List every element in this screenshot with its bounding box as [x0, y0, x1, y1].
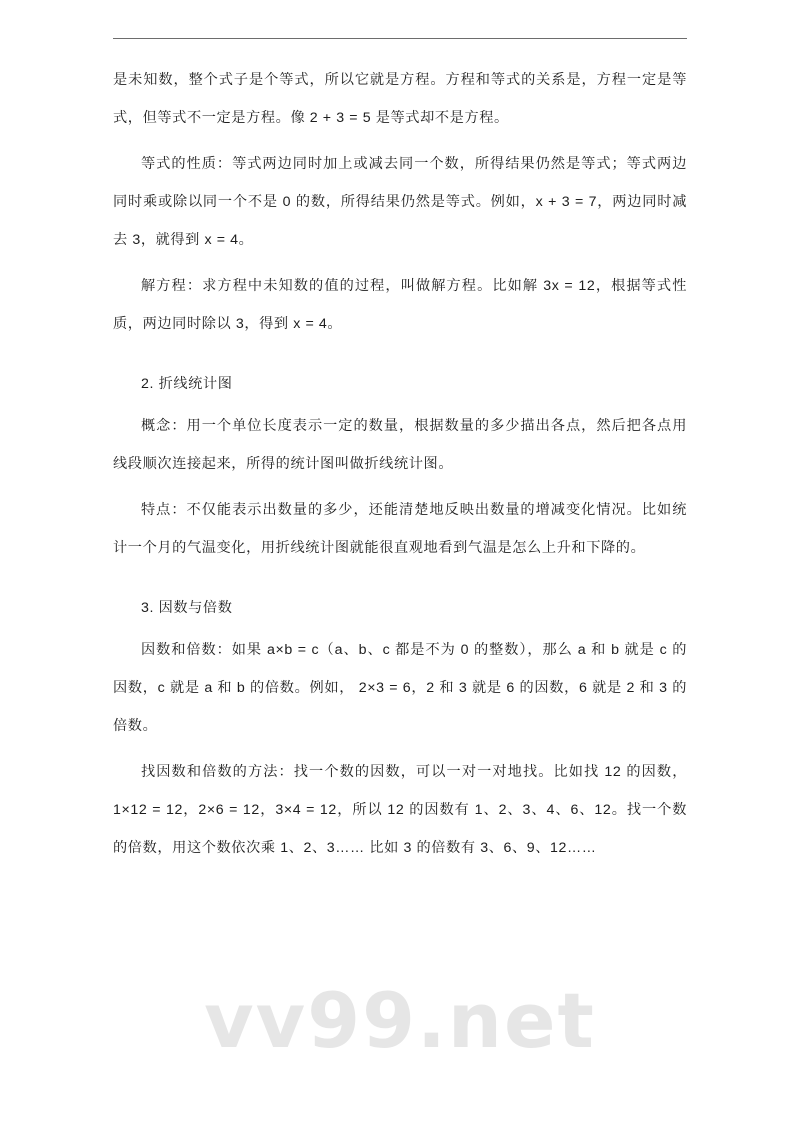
- paragraph-equation-properties: 等式的性质：等式两边同时加上或减去同一个数，所得结果仍然是等式；等式两边同时乘或除以同一个不是 0 的数，所得结果仍然是等式。例如，x + 3 = 7，两边同时减去 3，就得到 x = 4。: [113, 156, 687, 248]
- paragraph-factors-multiples-definition: 因数和倍数：如果 a×b = c（a、b、c 都是不为 0 的整数），那么 a 和 b 就是 c 的因数，c 就是 a 和 b 的倍数。例如， 2×3 = 6，2 和 3 就是 6 的因数，6 就是 2 和 3 的倍数。: [113, 642, 687, 734]
- header-divider: [113, 38, 687, 39]
- watermark-text: vv99.net: [204, 976, 596, 1065]
- paragraph-solving-equations: 解方程：求方程中未知数的值的过程，叫做解方程。比如解 3x = 12，根据等式性质，两边同时除以 3，得到 x = 4。: [113, 278, 687, 332]
- paragraph-line-chart-features: 特点：不仅能表示出数量的多少，还能清楚地反映出数量的增减变化情况。比如统计一个月的气温变化，用折线统计图就能很直观地看到气温是怎么上升和下降的。: [113, 502, 687, 556]
- document-body: [113, 38, 687, 867]
- paragraph-line-chart-concept: 概念：用一个单位长度表示一定的数量，根据数量的多少描出各点，然后把各点用线段顺次连接起来，所得的统计图叫做折线统计图。: [113, 418, 687, 472]
- paragraph-finding-factors-method: 找因数和倍数的方法：找一个数的因数，可以一对一对地找。比如找 12 的因数，1×12 = 12，2×6 = 12，3×4 = 12，所以 12 的因数有 1、2、3、4、6、12。找一个数的倍数，用这个数依次乘 1、2、3…… 比如 3 的倍数有 3、6、9、12……: [113, 764, 687, 856]
- paragraph-continuation: 是未知数，整个式子是个等式，所以它就是方程。方程和等式的关系是，方程一定是等式，但等式不一定是方程。像 2 + 3 = 5 是等式却不是方程。: [113, 72, 687, 126]
- section-heading-line-chart: 2. 折线统计图: [141, 376, 233, 392]
- section-heading-factors-multiples: 3. 因数与倍数: [141, 600, 233, 616]
